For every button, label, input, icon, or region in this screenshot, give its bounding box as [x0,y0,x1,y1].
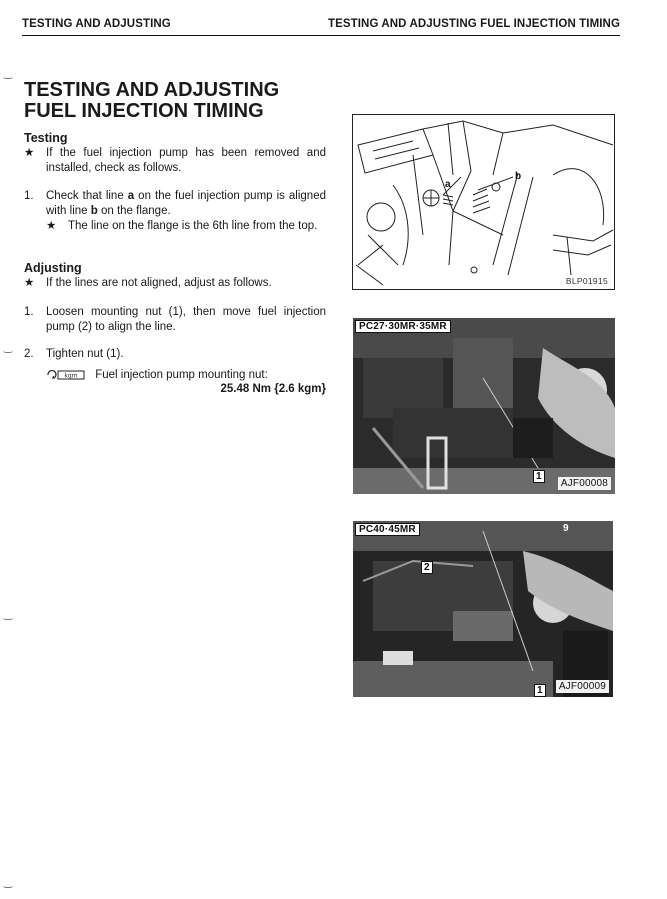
testing-step-1-note: ★ The line on the flange is the 6th line from the top. [46,220,318,232]
torque-wrench-icon [46,369,86,386]
margin-tick [3,76,13,79]
header-topic-title: TESTING AND ADJUSTING FUEL INJECTION TIMING [327,18,620,30]
torque-value: 25.48 Nm {2.6 kgm} [220,383,326,395]
callout-1: 1 [533,470,545,483]
model-tag: PC40·45MR [355,523,420,536]
star-icon: ★ [24,277,35,289]
adjusting-step-1: 1. Loosen mounting nut (1), then move fuel injection pump (2) to align the line. [24,306,326,333]
margin-tick [3,350,13,353]
timing-marks-drawing [353,115,615,290]
figure-photo-pc27 [353,318,615,494]
page-header [22,16,620,36]
testing-heading: Testing [24,131,68,145]
corner-mark: 9 [563,523,569,534]
adjusting-star-note: ★ If the lines are not aligned, adjust as follows. [24,277,272,289]
testing-star-note: ★ If the fuel injection pump has been removed and installed, check as follows. [24,147,326,174]
figure-photo-pc40 [353,521,613,697]
figure-label-b: b [515,171,522,182]
figure-code: AJF00009 [556,680,609,693]
testing-section [24,131,326,176]
star-icon: ★ [24,147,35,159]
torque-label: Fuel injection pump mounting nut: [95,369,268,381]
figure-code: BLP01915 [565,276,608,286]
margin-tick [3,617,13,620]
line-a-label: a [127,190,135,202]
step-number: 1. [24,190,34,202]
adjusting-heading: Adjusting [24,261,82,275]
margin-tick [3,885,13,888]
figure-label-a: a [445,179,451,190]
engine-photo-pc27 [353,318,615,494]
model-tag: PC27·30MR·35MR [355,320,451,333]
star-icon: ★ [46,220,57,232]
step-number: 2. [24,348,34,360]
page-title-line2: FUEL INJECTION TIMING [24,100,264,122]
adjusting-section [24,261,326,291]
torque-icon-text: kgm [64,372,78,380]
callout-2: 2 [421,561,433,574]
figure-timing-marks-drawing [352,114,615,290]
page-title-line1: TESTING AND ADJUSTING [24,79,280,101]
testing-step-1: 1. Check that line a on the fuel injection pump is aligned with line b on the flange. ★ The line on the flange is the 6th line from the top. [24,190,326,232]
callout-1: 1 [534,684,546,697]
adjusting-step-2: 2. Tighten nut (1). [24,348,124,360]
line-b-label: b [90,205,98,217]
page-title [24,80,334,122]
figure-code: AJF00008 [558,477,611,490]
step-number: 1. [24,306,34,318]
engine-photo-pc40 [353,521,613,697]
header-section-title: TESTING AND ADJUSTING [22,18,171,30]
